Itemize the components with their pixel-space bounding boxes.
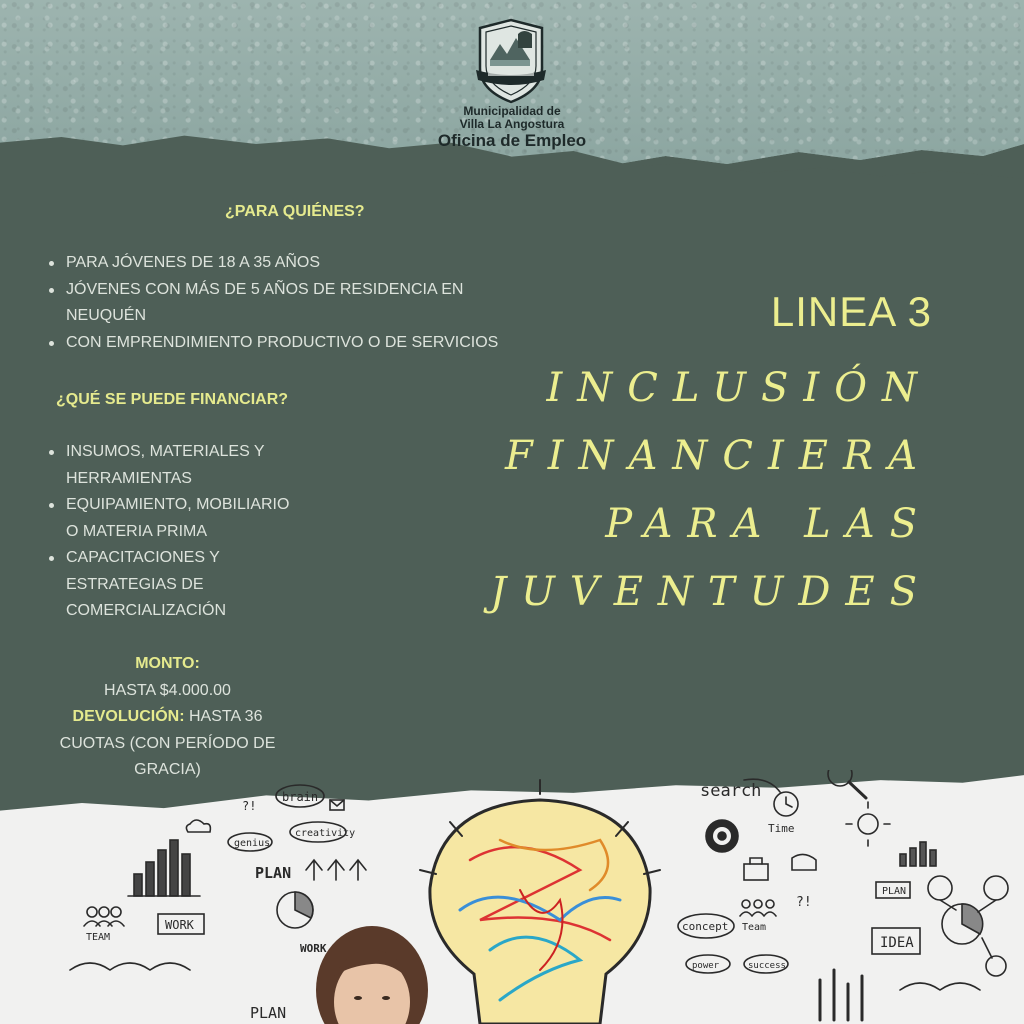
program-title [490, 288, 932, 626]
doodle-plan3-label: PLAN [250, 1004, 287, 1022]
title-line-2: FINANCIERA [504, 433, 932, 479]
title-line-1: INCLUSIÓN [546, 365, 932, 411]
doodle-work-label: WORK [165, 918, 194, 932]
list-item-continuation-text: NEUQUÉN [66, 307, 147, 324]
doodle-creativity-label: creativity [295, 828, 356, 839]
arrows-up-icon [306, 860, 366, 880]
list-item: CON EMPRENDIMIENTO PRODUCTIVO O DE SERVICIOS [46, 330, 498, 357]
list-item-continuation [46, 466, 289, 493]
cloud-chain-doodle [70, 963, 190, 970]
municipality-name-line2: Villa La Angostura [459, 117, 565, 131]
doodle-work2-label: WORK [300, 942, 327, 955]
bar-graph-bottom [820, 970, 862, 1020]
title-line-3: PARA LAS [605, 501, 932, 547]
office-name: Oficina de Empleo [437, 131, 587, 150]
briefcase-icon [744, 864, 768, 880]
devolucion-value: HASTA 36 [184, 708, 263, 725]
list-item: CAPACITACIONES Y [46, 545, 289, 572]
list-item: PARA JÓVENES DE 18 A 35 AÑOS [46, 250, 498, 277]
list-item-continuation [46, 572, 289, 599]
node-circle [984, 876, 1008, 900]
sun-icon [858, 814, 878, 834]
list-item-continuation-text: COMERCIALIZACIÓN [66, 602, 227, 619]
woman-photo [316, 926, 428, 1024]
list-item-continuation [46, 519, 289, 546]
linea-label: LINEA 3 [770, 288, 932, 335]
devolucion-value-line2: CUOTAS (CON PERÍODO DE [59, 734, 276, 752]
bar-chart-right-icon [900, 842, 936, 866]
list-item: JÓVENES CON MÁS DE 5 AÑOS DE RESIDENCIA EN [46, 277, 498, 304]
monto-section [30, 651, 305, 784]
node-circle [986, 956, 1006, 976]
list-item-continuation [46, 598, 289, 625]
devolucion-value-line3: GRACIA) [134, 761, 201, 778]
list-item-continuation-text: HERRAMIENTAS [66, 469, 192, 487]
doodle-question-label: ?! [242, 799, 257, 813]
monto-value: HASTA $4.000.00 [104, 681, 231, 699]
list-item: INSUMOS, MATERIALES Y [46, 439, 289, 466]
doodle-plan-label: PLAN [255, 864, 292, 882]
doodle-concept-label: concept [682, 920, 729, 933]
doodle-team2-label: Team [742, 922, 767, 933]
light-bulb-icon [420, 780, 660, 1024]
ideas-doodle-illustration [0, 770, 1024, 1024]
para-quienes-heading: ¿PARA QUIÉNES? [225, 203, 365, 220]
doodle-idea-label: IDEA [880, 935, 914, 951]
que-financiar-heading: ¿QUÉ SE PUEDE FINANCIAR? [56, 391, 289, 408]
que-financiar-list [46, 439, 289, 625]
monto-label: MONTO: [135, 655, 200, 672]
devolucion-label: DEVOLUCIÓN: [72, 708, 185, 725]
municipal-crest-icon [474, 18, 548, 104]
cloud-icon [186, 820, 210, 832]
magnifier-icon [828, 770, 852, 786]
devolucion-line [30, 704, 305, 731]
doodle-plan2-label: PLAN [882, 886, 907, 897]
bar-chart-icon [128, 840, 200, 896]
para-quienes-list [46, 250, 498, 356]
municipality-name-line1: Municipalidad de [463, 104, 561, 118]
doodle-time-label: Time [768, 822, 795, 835]
team-people-icon [84, 907, 124, 926]
doodle-power-label: power [692, 961, 720, 971]
doodle-team-label: TEAM [86, 932, 111, 943]
doodle-genius-label: genius [234, 838, 271, 849]
team-icon [740, 900, 776, 916]
list-item-continuation-text: ESTRATEGIAS DE [66, 575, 204, 593]
doodle-search-label: search [700, 781, 762, 801]
cloud-chain-right [900, 983, 980, 990]
doodle-question2-label: ?! [796, 895, 812, 910]
title-line-4: JUVENTUDES [490, 569, 932, 615]
doodle-brain-label: brain [282, 790, 319, 804]
node-circle [928, 876, 952, 900]
coffee-cup-icon [792, 854, 816, 870]
list-item: EQUIPAMIENTO, MOBILIARIO [46, 492, 289, 519]
doodle-success-label: success [748, 961, 786, 971]
list-item-continuation [46, 303, 498, 330]
list-item-continuation-text: O MATERIA PRIMA [66, 522, 208, 540]
